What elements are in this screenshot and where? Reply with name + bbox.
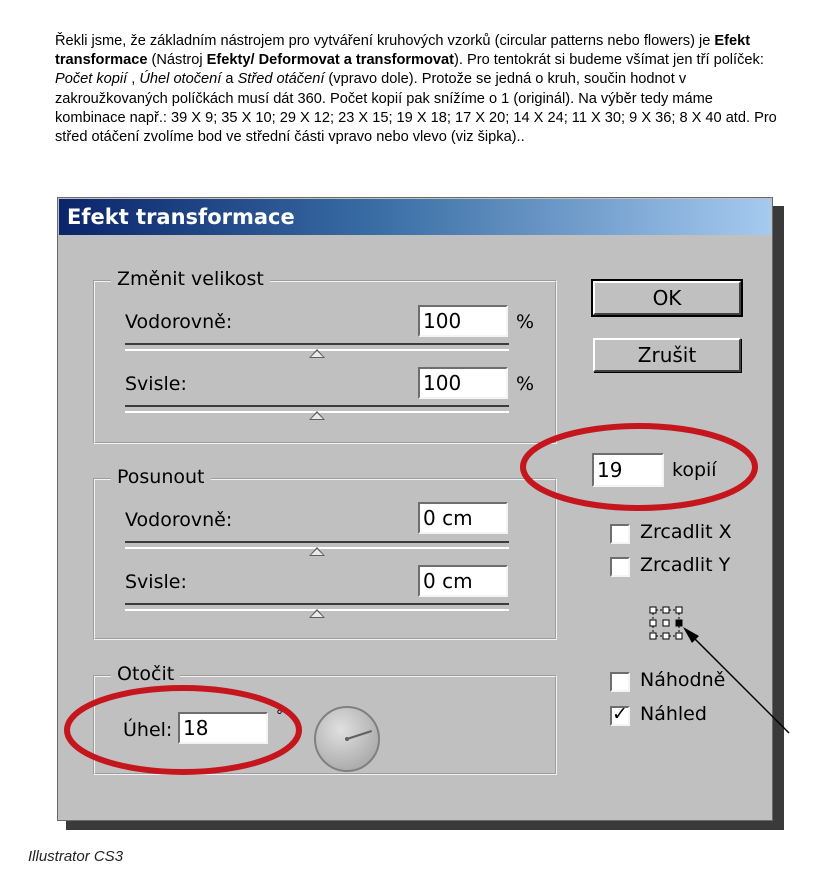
intro-italic-1: Počet kopií: [55, 71, 128, 88]
angle-annotation-ellipse: [67, 688, 299, 772]
scale-horizontal-label: Vodorovně:: [125, 311, 233, 333]
angle-field[interactable]: 18: [178, 712, 268, 744]
intro-text-6: (vpravo dole). Protože se jedná o kruh, součin hodnot v zakroužkovaných políčkách musí dát 360. Počet kopií pak snížíme o 1 (originál). Na výběr tedy máme kombinace např.: 39 X 9; 35 X 10; 29 X 12; 23 X 15; 19 X 18; 17 X 20; 14 X 24; 11 X 30; 9 X 36; 8 X 40 atd. Pro střed otáčení zvolíme bod ve střední části vpravo nebo vlevo (viz šipka)..: [55, 71, 777, 146]
cancel-button[interactable]: Zrušit: [593, 338, 741, 372]
intro-text-1: Řekli jsme, že základním nástrojem pro vytváření kruhových vzorků (circular patterns nebo flowers) je: [55, 33, 715, 49]
move-horizontal-label: Vodorovně:: [125, 509, 233, 531]
intro-text-5: a: [221, 71, 238, 88]
rotate-group-legend: Otočit: [111, 663, 180, 685]
scale-group-legend: Změnit velikost: [111, 268, 270, 290]
copies-label: kopií: [672, 459, 717, 481]
dialog-titlebar[interactable]: Efekt transformace: [59, 199, 771, 235]
intro-text-4: ,: [127, 71, 140, 88]
intro-text-2: (Nástroj: [147, 52, 207, 69]
ok-button[interactable]: OK: [593, 281, 741, 315]
move-vertical-field[interactable]: 0 cm: [418, 565, 508, 597]
intro-bold-1: Efekt transformace: [55, 33, 751, 69]
angle-unit: °: [276, 708, 283, 724]
reflect-x-label[interactable]: Zrcadlit X: [640, 521, 732, 543]
scale-vertical-label: Svisle:: [125, 373, 187, 395]
scale-horizontal-field[interactable]: 100: [418, 305, 508, 337]
scale-vertical-unit: %: [516, 373, 535, 395]
copies-field[interactable]: 19: [592, 453, 664, 487]
arrow-line: [690, 634, 789, 733]
preview-label[interactable]: Náhled: [640, 703, 707, 725]
intro-italic-2: Úhel otočení: [139, 71, 222, 88]
scale-horizontal-unit: %: [516, 311, 535, 333]
preview-check-mark: ✓: [612, 703, 628, 725]
move-horizontal-field[interactable]: 0 cm: [418, 502, 508, 534]
intro-text-3: ). Pro tentokrát si budeme všímat jen tří políček:: [454, 52, 764, 69]
intro-bold-2: Efekty/ Deformovat a transformovat: [206, 52, 455, 69]
caption: Illustrator CS3: [28, 848, 124, 865]
random-label[interactable]: Náhodně: [640, 669, 726, 691]
scale-vertical-field[interactable]: 100: [418, 367, 508, 399]
move-vertical-label: Svisle:: [125, 571, 187, 593]
copies-annotation-ellipse: [523, 426, 755, 508]
reflect-y-label[interactable]: Zrcadlit Y: [640, 554, 731, 576]
intro-italic-3: Střed otáčení: [237, 71, 325, 88]
move-group-legend: Posunout: [111, 466, 211, 488]
angle-label: Úhel:: [123, 719, 173, 741]
